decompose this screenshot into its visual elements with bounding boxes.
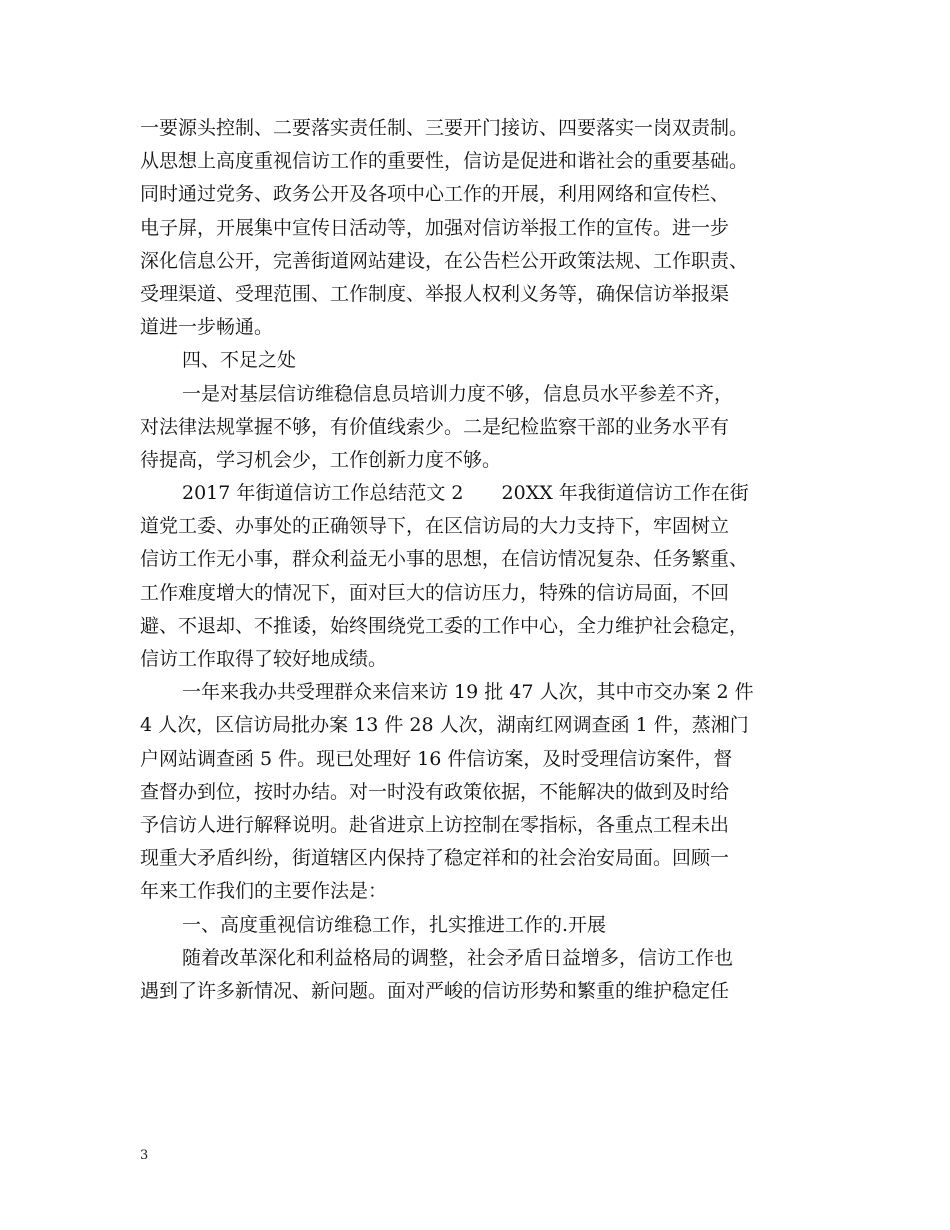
text-line: 待提高，学习机会少，工作创新力度不够。	[140, 448, 502, 471]
text-line: 信访工作取得了较好地成绩。	[140, 648, 388, 670]
text-line: 一年来我办共受理群众来信来访 19 批 47 人次，其中市交办案 2 件	[182, 681, 754, 704]
text-line: 户网站调查函 5 件。现已处理好 16 件信访案，及时受理信访案件，督	[140, 747, 733, 770]
text-line: 深化信息公开，完善街道网站建设，在公告栏公开政策法规、工作职责、	[140, 249, 749, 272]
text-line: 工作难度增大的情况下，面对巨大的信访压力，特殊的信访局面，不回	[140, 581, 730, 604]
text-line: 四、不足之处	[182, 349, 297, 372]
text-line: 从思想上高度重视信访工作的重要性，信访是促进和谐社会的重要基础。	[140, 150, 749, 173]
text-line: 现重大矛盾纠纷，街道辖区内保持了稳定祥和的社会治安局面。回顾一	[140, 847, 730, 870]
text-line: 一、高度重视信访维稳工作，扎实推进工作的.开展	[182, 913, 607, 936]
text-line: 年来工作我们的主要作法是：	[140, 880, 388, 903]
text-line: 道党工委、办事处的正确领导下，在区信访局的大力支持下，牢固树立	[140, 515, 730, 538]
text-line: 一要源头控制、二要落实责任制、三要开门接访、四要落实一岗双责制。	[140, 117, 749, 139]
text-line: 道进一步畅通。	[140, 316, 274, 339]
text-line: 4 人次，区信访局批办案 13 件 28 人次，湖南红网调查函 1 件，蒸湘门	[140, 714, 749, 737]
text-line: 2017 年街道信访工作总结范文 2 20XX 年我街道信访工作在街	[182, 482, 749, 505]
text-line: 避、不退却、不推诿，始终围绕党工委的工作中心，全力维护社会稳定，	[140, 614, 749, 637]
text-line: 一是对基层信访维稳信息员培训力度不够，信息员水平参差不齐，	[182, 382, 734, 405]
text-line: 电子屏，开展集中宣传日活动等，加强对信访举报工作的宣传。进一步	[140, 216, 730, 239]
body-text	[140, 112, 812, 1008]
text-line: 同时通过党务、政务公开及各项中心工作的开展，利用网络和宣传栏、	[140, 183, 730, 206]
text-line: 遇到了许多新情况、新问题。面对严峻的信访形势和繁重的维护稳定任	[140, 979, 730, 1002]
text-line: 予信访人进行解释说明。赴省进京上访控制在零指标，各重点工程未出	[140, 813, 730, 836]
text-line: 查督办到位，按时办结。对一时没有政策依据，不能解决的做到及时给	[140, 780, 730, 803]
page-number: 3	[140, 1148, 149, 1163]
text-line: 对法律法规掌握不够，有价值线索少。二是纪检监察干部的业务水平有	[140, 415, 730, 438]
text-line: 随着改革深化和利益格局的调整，社会矛盾日益增多，信访工作也	[182, 946, 734, 969]
text-line: 信访工作无小事，群众利益无小事的思想，在信访情况复杂、任务繁重、	[140, 548, 749, 571]
text-line: 受理渠道、受理范围、工作制度、举报人权利义务等，确保信访举报渠	[140, 282, 730, 305]
